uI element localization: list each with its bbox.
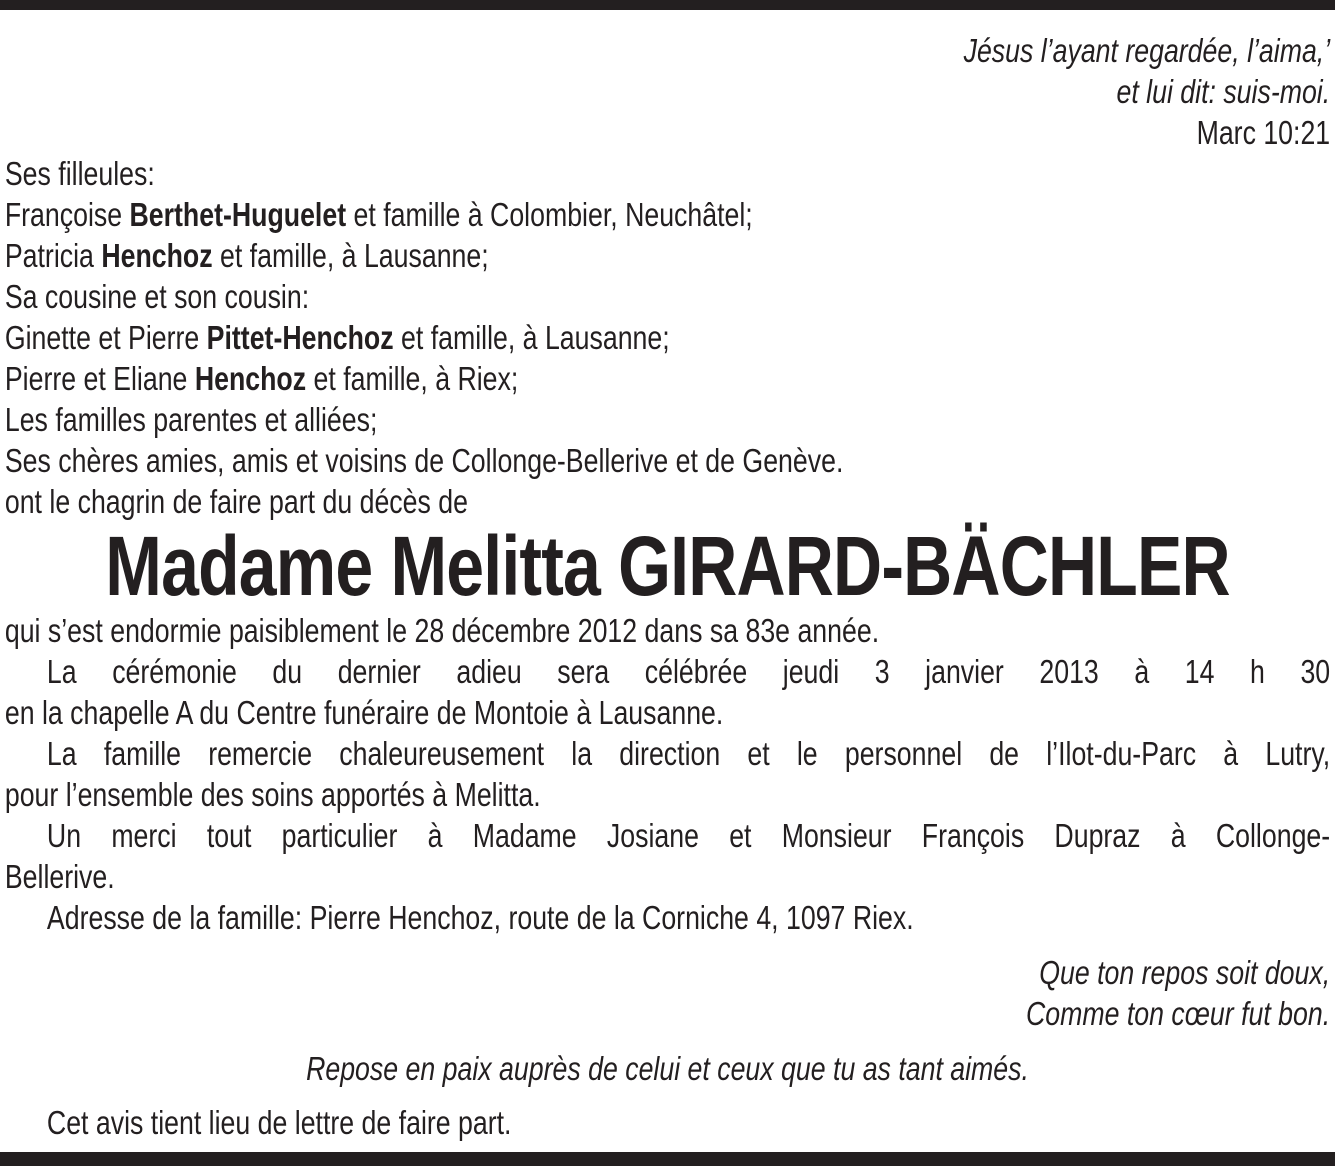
relatives-text: Sa cousine et son cousin: [4, 278, 310, 315]
relatives-text: Patricia [4, 237, 102, 274]
bottom-rule [0, 1152, 1335, 1166]
relatives-line [5, 317, 1330, 358]
relatives-line [5, 235, 1330, 276]
epigraph-line-1: Jésus l’ayant regardée, l’aima,’ [963, 32, 1331, 69]
epigraph [5, 10, 1330, 153]
announcement-body [5, 610, 1330, 938]
relatives-text: et famille, à Riex; [306, 360, 519, 397]
relatives-line [5, 481, 1330, 522]
relatives-text: et famille, à Lausanne; [212, 237, 489, 274]
epigraph-line-2: et lui dit: suis-moi. [1116, 73, 1331, 110]
relatives-list [5, 153, 1330, 522]
relatives-surname: Henchoz [101, 237, 213, 274]
ceremony-line-1: La cérémonie du dernier adieu sera célébrée jeudi 3 janvier 2013 à 14 h 30 [46, 653, 1331, 690]
top-rule [0, 0, 1335, 10]
relatives-line [5, 399, 1330, 440]
letter-notice-line: Cet avis tient lieu de lettre de faire part. [46, 1104, 512, 1141]
notice-content [0, 10, 1335, 1143]
farewell-verse-line-2: Comme ton cœur fut bon. [1025, 995, 1331, 1032]
relatives-text: Ses chères amies, amis et voisins de Collonge-Bellerive et de Genève. [4, 442, 844, 479]
relatives-surname: Berthet-Huguelet [129, 196, 347, 233]
relatives-text: Pierre et Eliane [4, 360, 195, 397]
relatives-surname: Pittet-Henchoz [206, 319, 394, 356]
deceased-name-heading: Madame Melitta GIRARD-BÄCHLER [105, 519, 1230, 613]
rest-in-peace-line: Repose en paix auprès de celui et ceux que tu as tant aimés. [306, 1050, 1029, 1087]
relatives-surname: Henchoz [194, 360, 307, 397]
relatives-line [5, 194, 1330, 235]
relatives-text: Françoise [4, 196, 130, 233]
thanks-care-line-1: La famille remercie chaleureusement la direction et le personnel de l’Ilot-du-Parc à Lutry, [46, 735, 1331, 772]
relatives-text: Ses filleules: [4, 155, 155, 192]
relatives-line [5, 276, 1330, 317]
relatives-text: Ginette et Pierre [4, 319, 207, 356]
relatives-text: Les familles parentes et alliées; [4, 401, 378, 438]
thanks-particular-line-2: Bellerive. [4, 858, 115, 895]
farewell-verse [5, 952, 1330, 1034]
relatives-text: et famille, à Lausanne; [393, 319, 670, 356]
thanks-particular-line-1: Un merci tout particulier à Madame Josiane et Monsieur François Dupraz à Collonge- [46, 817, 1331, 854]
relatives-text: et famille à Colombier, Neuchâtel; [346, 196, 753, 233]
relatives-line [5, 440, 1330, 481]
farewell-verse-line-1: Que ton repos soit doux, [1039, 954, 1331, 991]
death-line: qui s’est endormie paisiblement le 28 décembre 2012 dans sa 83e année. [4, 612, 880, 649]
relatives-text: ont le chagrin de faire part du décès de [4, 483, 468, 520]
epigraph-attribution: Marc 10:21 [1196, 114, 1331, 151]
relatives-line [5, 358, 1330, 399]
thanks-care-line-2: pour l’ensemble des soins apportés à Melitta. [4, 776, 541, 813]
family-address-line: Adresse de la famille: Pierre Henchoz, route de la Corniche 4, 1097 Riex. [46, 899, 914, 936]
relatives-line [5, 153, 1330, 194]
ceremony-line-2: en la chapelle A du Centre funéraire de Montoie à Lausanne. [4, 694, 724, 731]
